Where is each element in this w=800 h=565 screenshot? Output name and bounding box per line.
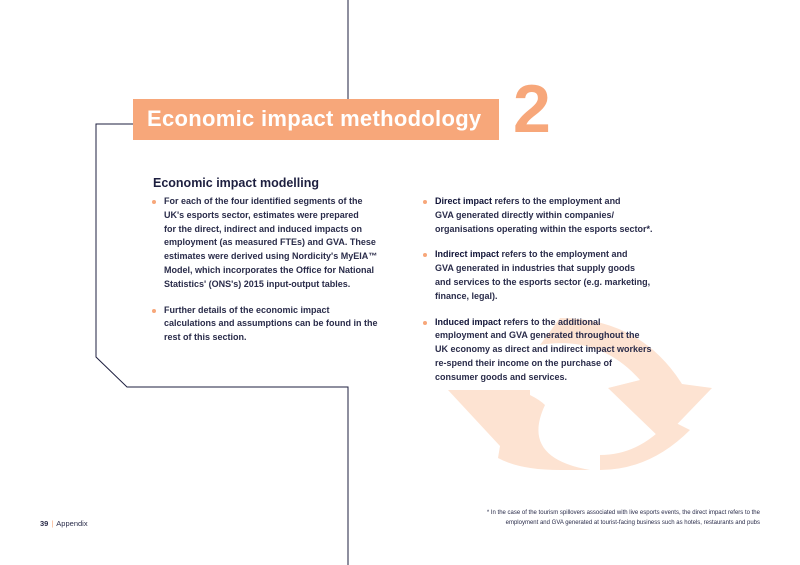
bullet-dot [152, 200, 156, 204]
page-number: 39 [40, 519, 49, 528]
list-item [423, 316, 673, 385]
right-bullet-list [423, 195, 673, 397]
bullet-dot [423, 253, 427, 257]
list-item [152, 195, 382, 292]
list-item [423, 195, 673, 236]
bullet-dot [152, 309, 156, 313]
footnote: * In the case of the tourism spillovers associated with live esports events, the direct impact refers to the employment and GVA generated at tourist-facing business such as hotels, restaurants and pubs [486, 510, 760, 526]
footer-section-label: Appendix [56, 519, 88, 528]
footer-separator: | [51, 519, 54, 528]
page-title: Economic impact methodology [147, 106, 482, 131]
term-induced-impact: Induced impact [435, 316, 502, 327]
section-subheading: Economic impact modelling [153, 176, 319, 190]
section-number: 2 [513, 71, 551, 147]
bullet-dot [423, 200, 427, 204]
bullet-text: refers to the employment and GVA generated directly within companies/ organisations operating within the esports sector*. [435, 196, 653, 234]
bullet-text: refers to the employment and GVA generated in industries that supply goods and services to the esports sector (e.g. marketing, finance, legal). [435, 249, 651, 301]
term-indirect-impact: Indirect impact [435, 249, 500, 260]
term-direct-impact: Direct impact [435, 196, 493, 206]
list-item [423, 248, 673, 303]
left-bullet-list [152, 195, 382, 357]
bullet-text: For each of the four identified segments of the UK's esports sector, estimates were prepared for the direct, indirect and induced impacts on employment (as measured FTEs) and GVA. These estimates were derived using Nordicity's MyEIA™ Model, which incorporates the Office for National Statistics' (ONS's) 2015 input-output tables. [164, 196, 378, 289]
bullet-text: Further details of the economic impact calculations and assumptions can be found in the rest of this section. [164, 304, 378, 343]
bullet-text: refers to the additional employment and GVA generated throughout the UK economy as direct and indirect impact workers re-spend their income on the purchase of consumer goods and services. [435, 316, 652, 382]
list-item [152, 304, 382, 345]
page-footer [40, 519, 88, 528]
bullet-dot [423, 321, 427, 325]
